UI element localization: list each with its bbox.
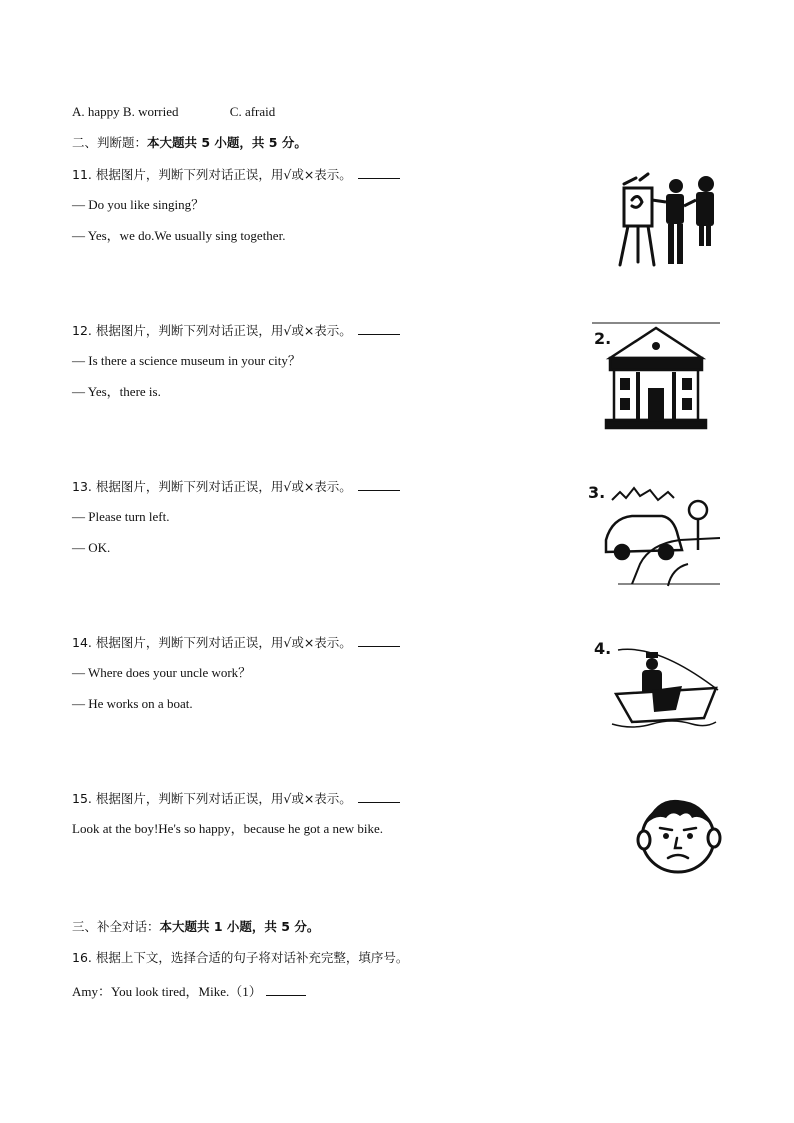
boat-picture xyxy=(592,636,722,736)
q13-line1: — Please turn left. xyxy=(72,509,170,524)
car-road-picture xyxy=(588,480,722,588)
q15-stem: 15. 根据图片，判断下列对话正误，用√或×表示。 xyxy=(72,790,400,807)
q16-amy-line: Amy：You look tired，Mike.（1） xyxy=(72,983,306,1000)
pic-label-2: 2. xyxy=(594,329,612,348)
q14-stem: 14. 根据图片，判断下列对话正误，用√或×表示。 xyxy=(72,634,400,651)
section2-heading: 二、判断题：本大题共 5 小题，共 5 分。 xyxy=(72,135,307,150)
q15-line1: Look at the boy!He's so happy，because he got a new bike. xyxy=(72,821,384,836)
q14-line2: — He works on a boat. xyxy=(72,696,193,711)
q12-stem: 12. 根据图片，判断下列对话正误，用√或×表示。 xyxy=(72,322,400,339)
q12-line2: — Yes，there is. xyxy=(72,384,161,399)
section3-heading: 三、补全对话：本大题共 1 小题，共 5 分。 xyxy=(72,919,320,934)
q14-line1: — Where does your uncle work？ xyxy=(72,665,252,680)
option-b: B. worried xyxy=(122,104,179,119)
q13-stem: 13. 根据图片，判断下列对话正误，用√或×表示。 xyxy=(72,478,400,495)
q10-options xyxy=(72,104,275,120)
answer-blank[interactable] xyxy=(358,322,400,335)
q11-stem: 11. 根据图片，判断下列对话正误，用√或×表示。 xyxy=(72,166,400,183)
q11-line2: — Yes，we do.We usually sing together. xyxy=(72,228,286,243)
answer-blank[interactable] xyxy=(358,478,400,491)
q12-line1: — Is there a science museum in your city？ xyxy=(72,353,301,368)
museum-picture xyxy=(592,322,722,430)
answer-blank[interactable] xyxy=(358,634,400,647)
q13-line2: — OK. xyxy=(72,540,111,555)
boy-face-picture xyxy=(636,794,722,876)
answer-blank[interactable] xyxy=(358,166,400,179)
q11-line1: — Do you like singing？ xyxy=(72,197,205,212)
painting-picture xyxy=(614,170,724,270)
pic-label-3: 3. xyxy=(588,483,606,502)
pic-label-4: 4. xyxy=(594,639,612,658)
option-a: A. happy xyxy=(72,104,120,119)
q16-stem: 16. 根据上下文，选择合适的句子将对话补充完整，填序号。 xyxy=(72,950,409,965)
answer-blank[interactable] xyxy=(266,983,306,996)
answer-blank[interactable] xyxy=(358,790,400,803)
option-c: C. afraid xyxy=(229,104,276,119)
